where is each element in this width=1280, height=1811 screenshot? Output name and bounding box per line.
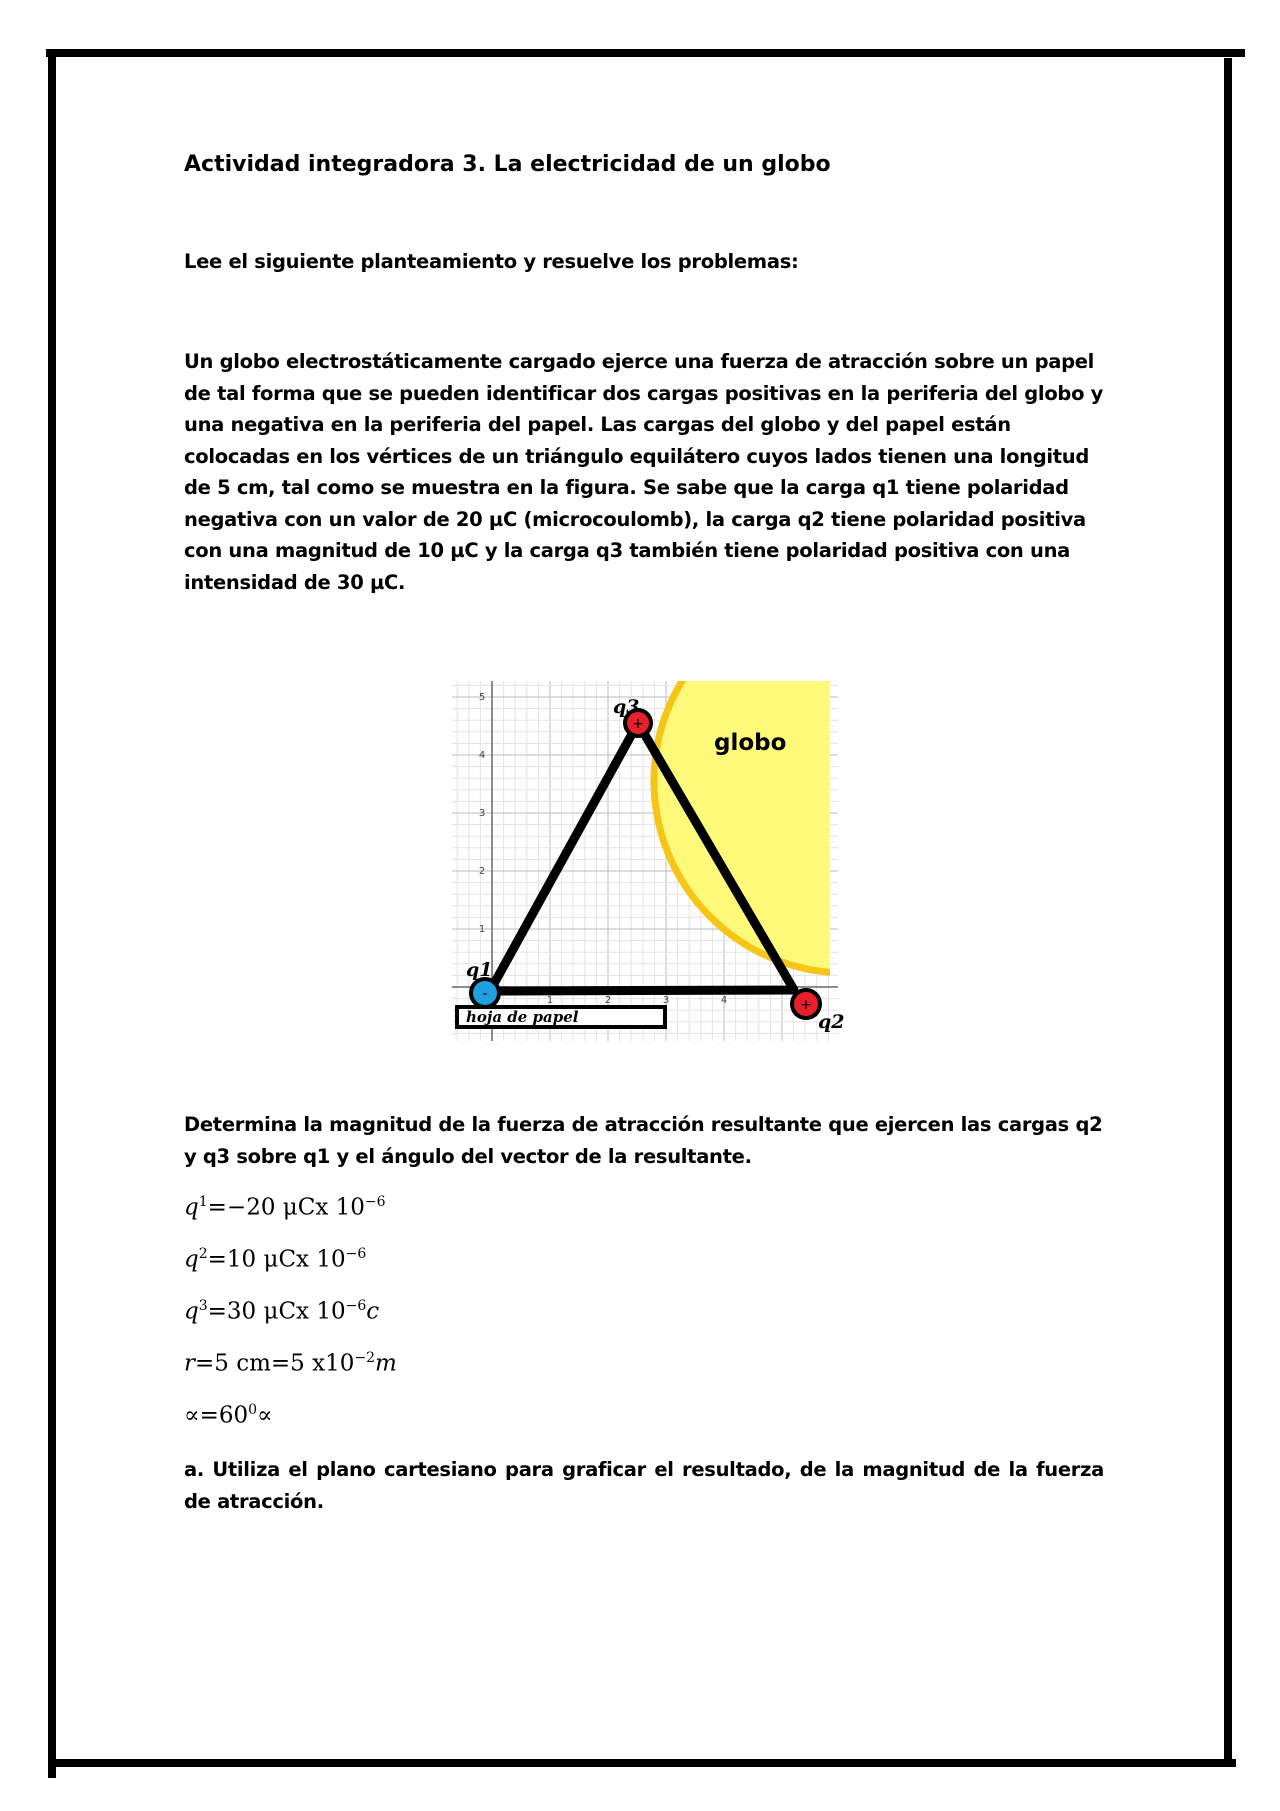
- y-tick: 5: [478, 692, 486, 703]
- y-tick: 4: [478, 750, 486, 761]
- formula-exponent: 0: [248, 1402, 258, 1418]
- formula-base: q: [184, 1194, 199, 1221]
- formula-line: [184, 1246, 366, 1273]
- question-text: Determina la magnitud de la fuerza de atracción resultante que ejercen las cargas q2 y q3 sobre q1 y el ángulo del vector de la resultante.: [184, 1113, 1103, 1168]
- formula-base: ∝: [184, 1402, 200, 1429]
- formula-base: r: [184, 1350, 195, 1377]
- formula-index: 1: [198, 1194, 208, 1210]
- y-tick: 2: [478, 866, 486, 877]
- formula-body: =−20 μCx 10: [207, 1194, 365, 1221]
- page-border-bottom: [48, 1759, 1236, 1767]
- formula-exponent: −6: [345, 1246, 367, 1262]
- formula-line: [184, 1194, 386, 1221]
- formula-base: q: [184, 1246, 199, 1273]
- q3-label: q3: [613, 696, 640, 718]
- q2-label: q2: [818, 1011, 845, 1033]
- page-border-left: [48, 50, 56, 1778]
- x-tick: 2: [604, 995, 612, 1006]
- triangle-figure: [452, 681, 845, 1041]
- formula-line: [184, 1350, 397, 1377]
- globe-shape: [654, 589, 1038, 973]
- page-border-right: [1224, 58, 1232, 1764]
- q1-label: q1: [466, 959, 493, 981]
- formula-exponent: −6: [345, 1298, 367, 1314]
- formula-index: 2: [198, 1246, 208, 1262]
- formula-unit: c: [366, 1298, 380, 1325]
- x-tick: 4: [720, 995, 728, 1006]
- paper-label: hoja de papel: [466, 1008, 579, 1026]
- q2-sign: +: [800, 997, 812, 1013]
- formula-exponent: −6: [364, 1194, 386, 1210]
- formula-body: =60: [199, 1402, 249, 1429]
- formula-body: =5 cm=5 x10: [195, 1350, 355, 1377]
- formula-unit: m: [375, 1350, 397, 1377]
- formula-line: [184, 1402, 273, 1429]
- formula-base: q: [184, 1298, 199, 1325]
- y-tick: 1: [478, 924, 486, 935]
- globe-label: globo: [714, 730, 787, 756]
- page-title: Actividad integradora 3. La electricidad de un globo: [184, 152, 831, 177]
- formula-exponent: −2: [354, 1350, 376, 1366]
- page-border-top: [46, 49, 1245, 57]
- formula-line: [184, 1298, 379, 1325]
- formula-body: =30 μCx 10: [207, 1298, 346, 1325]
- q1-sign: -: [482, 986, 488, 1002]
- q3-sign: +: [632, 716, 644, 732]
- task-a: a. Utiliza el plano cartesiano para graficar el resultado, de la magnitud de la fuerza de atracción.: [184, 1458, 1104, 1513]
- formula-index: 3: [198, 1298, 208, 1314]
- formula-unit: ∝: [257, 1402, 273, 1429]
- y-tick: 3: [478, 808, 486, 819]
- x-tick: 3: [662, 995, 670, 1006]
- problem-statement: Un globo electrostáticamente cargado ejerce una fuerza de atracción sobre un papel de tal forma que se pueden identificar dos cargas positivas en la periferia del globo y una negativa en la periferia del papel. Las cargas del globo y del papel están colocadas en los vértices de un triángulo equilátero cuyos lados tienen una longitud de 5 cm, tal como se muestra en la figura. Se sabe que la carga q1 tiene polaridad negativa con un valor de 20 µC (microcoulomb), la carga q2 tiene polaridad positiva con una magnitud de 10 µC y la carga q3 también tiene polaridad positiva con una intensidad de 30 µC.: [184, 350, 1104, 594]
- formula-body: =10 μCx 10: [207, 1246, 346, 1273]
- intro-text: Lee el siguiente planteamiento y resuelve los problemas:: [184, 250, 799, 273]
- x-tick: 1: [546, 995, 554, 1006]
